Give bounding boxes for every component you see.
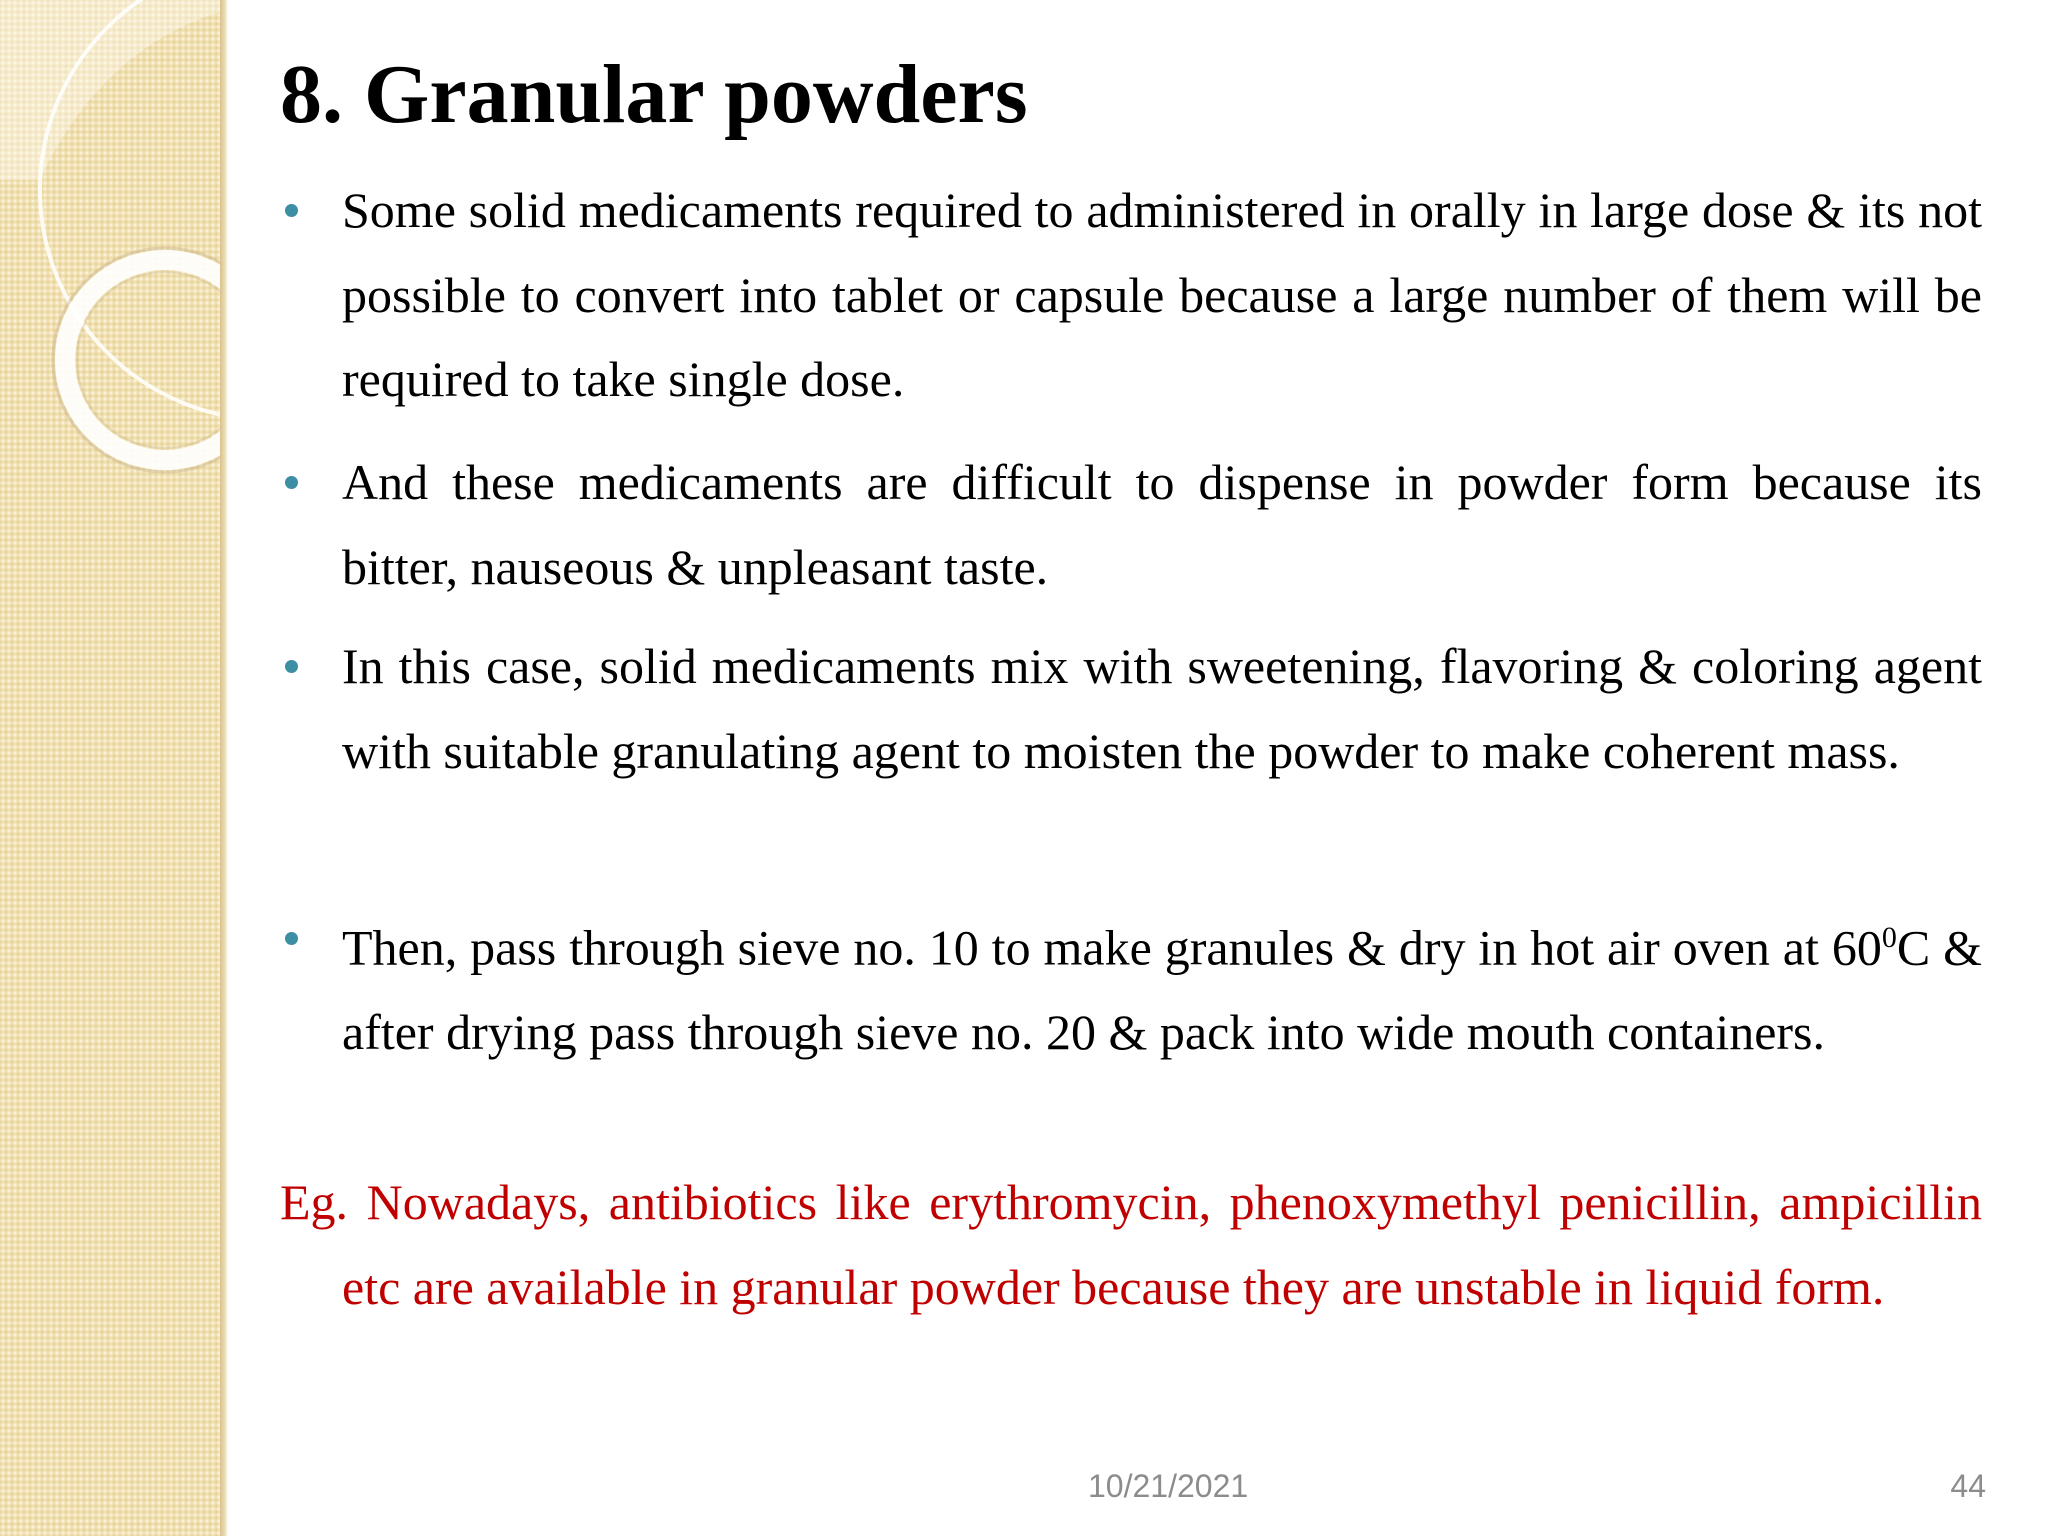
decorative-rings — [0, 0, 228, 520]
bullet-text-part: Then, pass through sieve no. 10 to make granules & dry in hot air oven at 60 — [342, 919, 1882, 976]
slide-title: 8. Granular powders — [280, 48, 1028, 141]
bullet-item — [280, 440, 1982, 609]
bullet-text: In this case, solid medicaments mix with sweetening, flavoring & coloring agent with suitable granulating agent to moisten the powder to make coherent mass. — [342, 638, 1982, 779]
bullet-dot-icon — [285, 932, 298, 945]
bullet-dot-icon — [285, 660, 298, 673]
example-text: Eg. Nowadays, antibiotics like erythromycin, phenoxymethyl penicillin, ampicillin etc are available in granular powder because they are unstable in liquid form. — [280, 1174, 1982, 1315]
decorative-side-band — [0, 0, 228, 1536]
bullet-dot-icon — [285, 476, 298, 489]
bullet-dot-icon — [285, 204, 298, 217]
bullet-item — [280, 896, 1982, 1075]
bullet-text — [342, 896, 1982, 1075]
footer-page-number: 44 — [1950, 1468, 1986, 1504]
bullet-item — [280, 624, 1982, 793]
footer-date: 10/21/2021 — [1088, 1468, 1249, 1504]
bullet-text-part: C & after drying pass through sieve no. 20 & pack into wide mouth containers. — [342, 919, 1982, 1061]
side-band-edge — [220, 0, 228, 1536]
bullet-item — [280, 168, 1982, 422]
superscript-zero: 0 — [1881, 921, 1897, 954]
bullet-text: Some solid medicaments required to administered in orally in large dose & its not possible to convert into tablet or capsule because a large number of them will be required to take single dose. — [342, 182, 1982, 407]
bullet-text: And these medicaments are difficult to dispense in powder form because its bitter, nauseous & unpleasant taste. — [342, 454, 1982, 595]
